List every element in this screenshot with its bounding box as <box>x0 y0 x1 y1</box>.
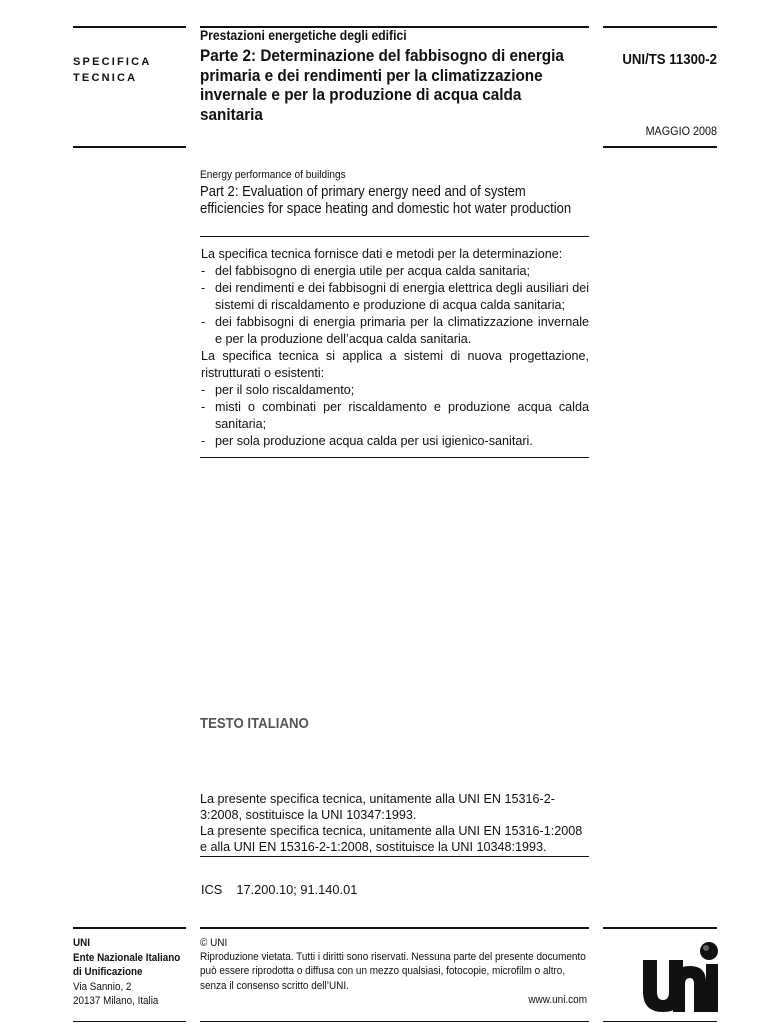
ics-label: ICS <box>201 882 223 897</box>
ics-classification <box>201 882 357 897</box>
organization-info <box>73 936 183 1009</box>
document-code: UNI/TS 11300-2 <box>622 51 717 68</box>
language-label: TESTO ITALIANO <box>200 715 309 732</box>
uni-logo <box>640 940 720 1014</box>
scope-list <box>201 263 589 348</box>
replacement-notes <box>200 791 590 855</box>
rule-top-left <box>73 26 186 28</box>
list-item: - misti o combinati per riscaldamento e produzione acqua calda sanitaria; <box>201 399 589 433</box>
english-title: Part 2: Evaluation of primary energy need and of system efficiencies for space heating and domestic hot water production <box>200 184 572 217</box>
document-type <box>73 54 183 86</box>
document-type-line-2: TECNICA <box>73 72 138 84</box>
scope-section <box>201 246 589 450</box>
rule-footer-left <box>73 927 186 929</box>
list-item: - dei fabbisogni di energia primaria per la climatizzazione invernale e per la produzione dell’acqua calda sanitaria. <box>201 314 589 348</box>
rule-header-right <box>603 146 717 148</box>
rule-bottom-middle <box>200 1021 589 1022</box>
rule-footer-middle <box>200 927 589 929</box>
rule-bottom-left <box>73 1021 186 1022</box>
scope-intro: La specifica tecnica fornisce dati e metodi per la determinazione: <box>201 247 563 261</box>
scope-applies: La specifica tecnica si applica a sistemi di nuova progettazione, ristrutturati o esistenti: <box>201 349 589 380</box>
org-address-line-2: 20137 Milano, Italia <box>73 995 159 1007</box>
document-date: MAGGIO 2008 <box>645 124 717 138</box>
rule-footer-right <box>603 927 717 929</box>
list-item: - dei rendimenti e dei fabbisogni di energia elettrica degli ausiliari dei sistemi di riscaldamento e produzione di acqua calda sanitaria; <box>201 280 589 314</box>
org-name-line-1: Ente Nazionale Italiano <box>73 951 181 964</box>
copyright-notice <box>200 936 592 993</box>
rule-bottom-right <box>603 1021 717 1022</box>
rule-header-left <box>73 146 186 148</box>
website-link[interactable]: www.uni.com <box>528 994 587 1006</box>
list-item: - del fabbisogno di energia utile per acqua calda sanitaria; <box>201 263 589 280</box>
copyright-text: Riproduzione vietata. Tutti i diritti sono riservati. Nessuna parte del presente documento può essere riprodotta o diffusa con un mezzo qualsiasi, fotocopie, microfilm o altro, senza il consenso scritto dell’UNI. <box>200 951 586 992</box>
document-type-line-1: SPECIFICA <box>73 56 152 68</box>
systems-list <box>201 382 589 450</box>
replacement-note: La presente specifica tecnica, unitamente alla UNI EN 15316-2-3:2008, sostituisce la UNI 10347:1993. <box>200 792 555 822</box>
replacement-note: La presente specifica tecnica, unitamente alla UNI EN 15316-1:2008 e alla UNI EN 15316-2-1:2008, sostituisce la UNI 10348:1993. <box>200 824 583 854</box>
document-subject: Prestazioni energetiche degli edifici <box>200 28 407 43</box>
org-address-line-1: Via Sannio, 2 <box>73 980 132 993</box>
rule-after-english-title <box>200 236 589 237</box>
rule-top-right <box>603 26 717 28</box>
ics-codes: 17.200.10; 91.140.01 <box>236 882 358 897</box>
copyright-symbol: © UNI <box>200 937 228 949</box>
org-abbreviation: UNI <box>73 937 90 949</box>
english-subject: Energy performance of buildings <box>200 169 346 181</box>
document-title: Parte 2: Determinazione del fabbisogno di energia primaria e dei rendimenti per la climatizzazione invernale e per la produzione di acqua calda sanitaria <box>200 46 564 124</box>
rule-after-scope <box>200 457 589 458</box>
org-name-line-2: di Unificazione <box>73 966 143 978</box>
list-item: - per il solo riscaldamento; <box>201 382 589 399</box>
rule-after-replaces <box>200 856 589 857</box>
list-item: - per sola produzione acqua calda per usi igienico-sanitari. <box>201 433 589 450</box>
